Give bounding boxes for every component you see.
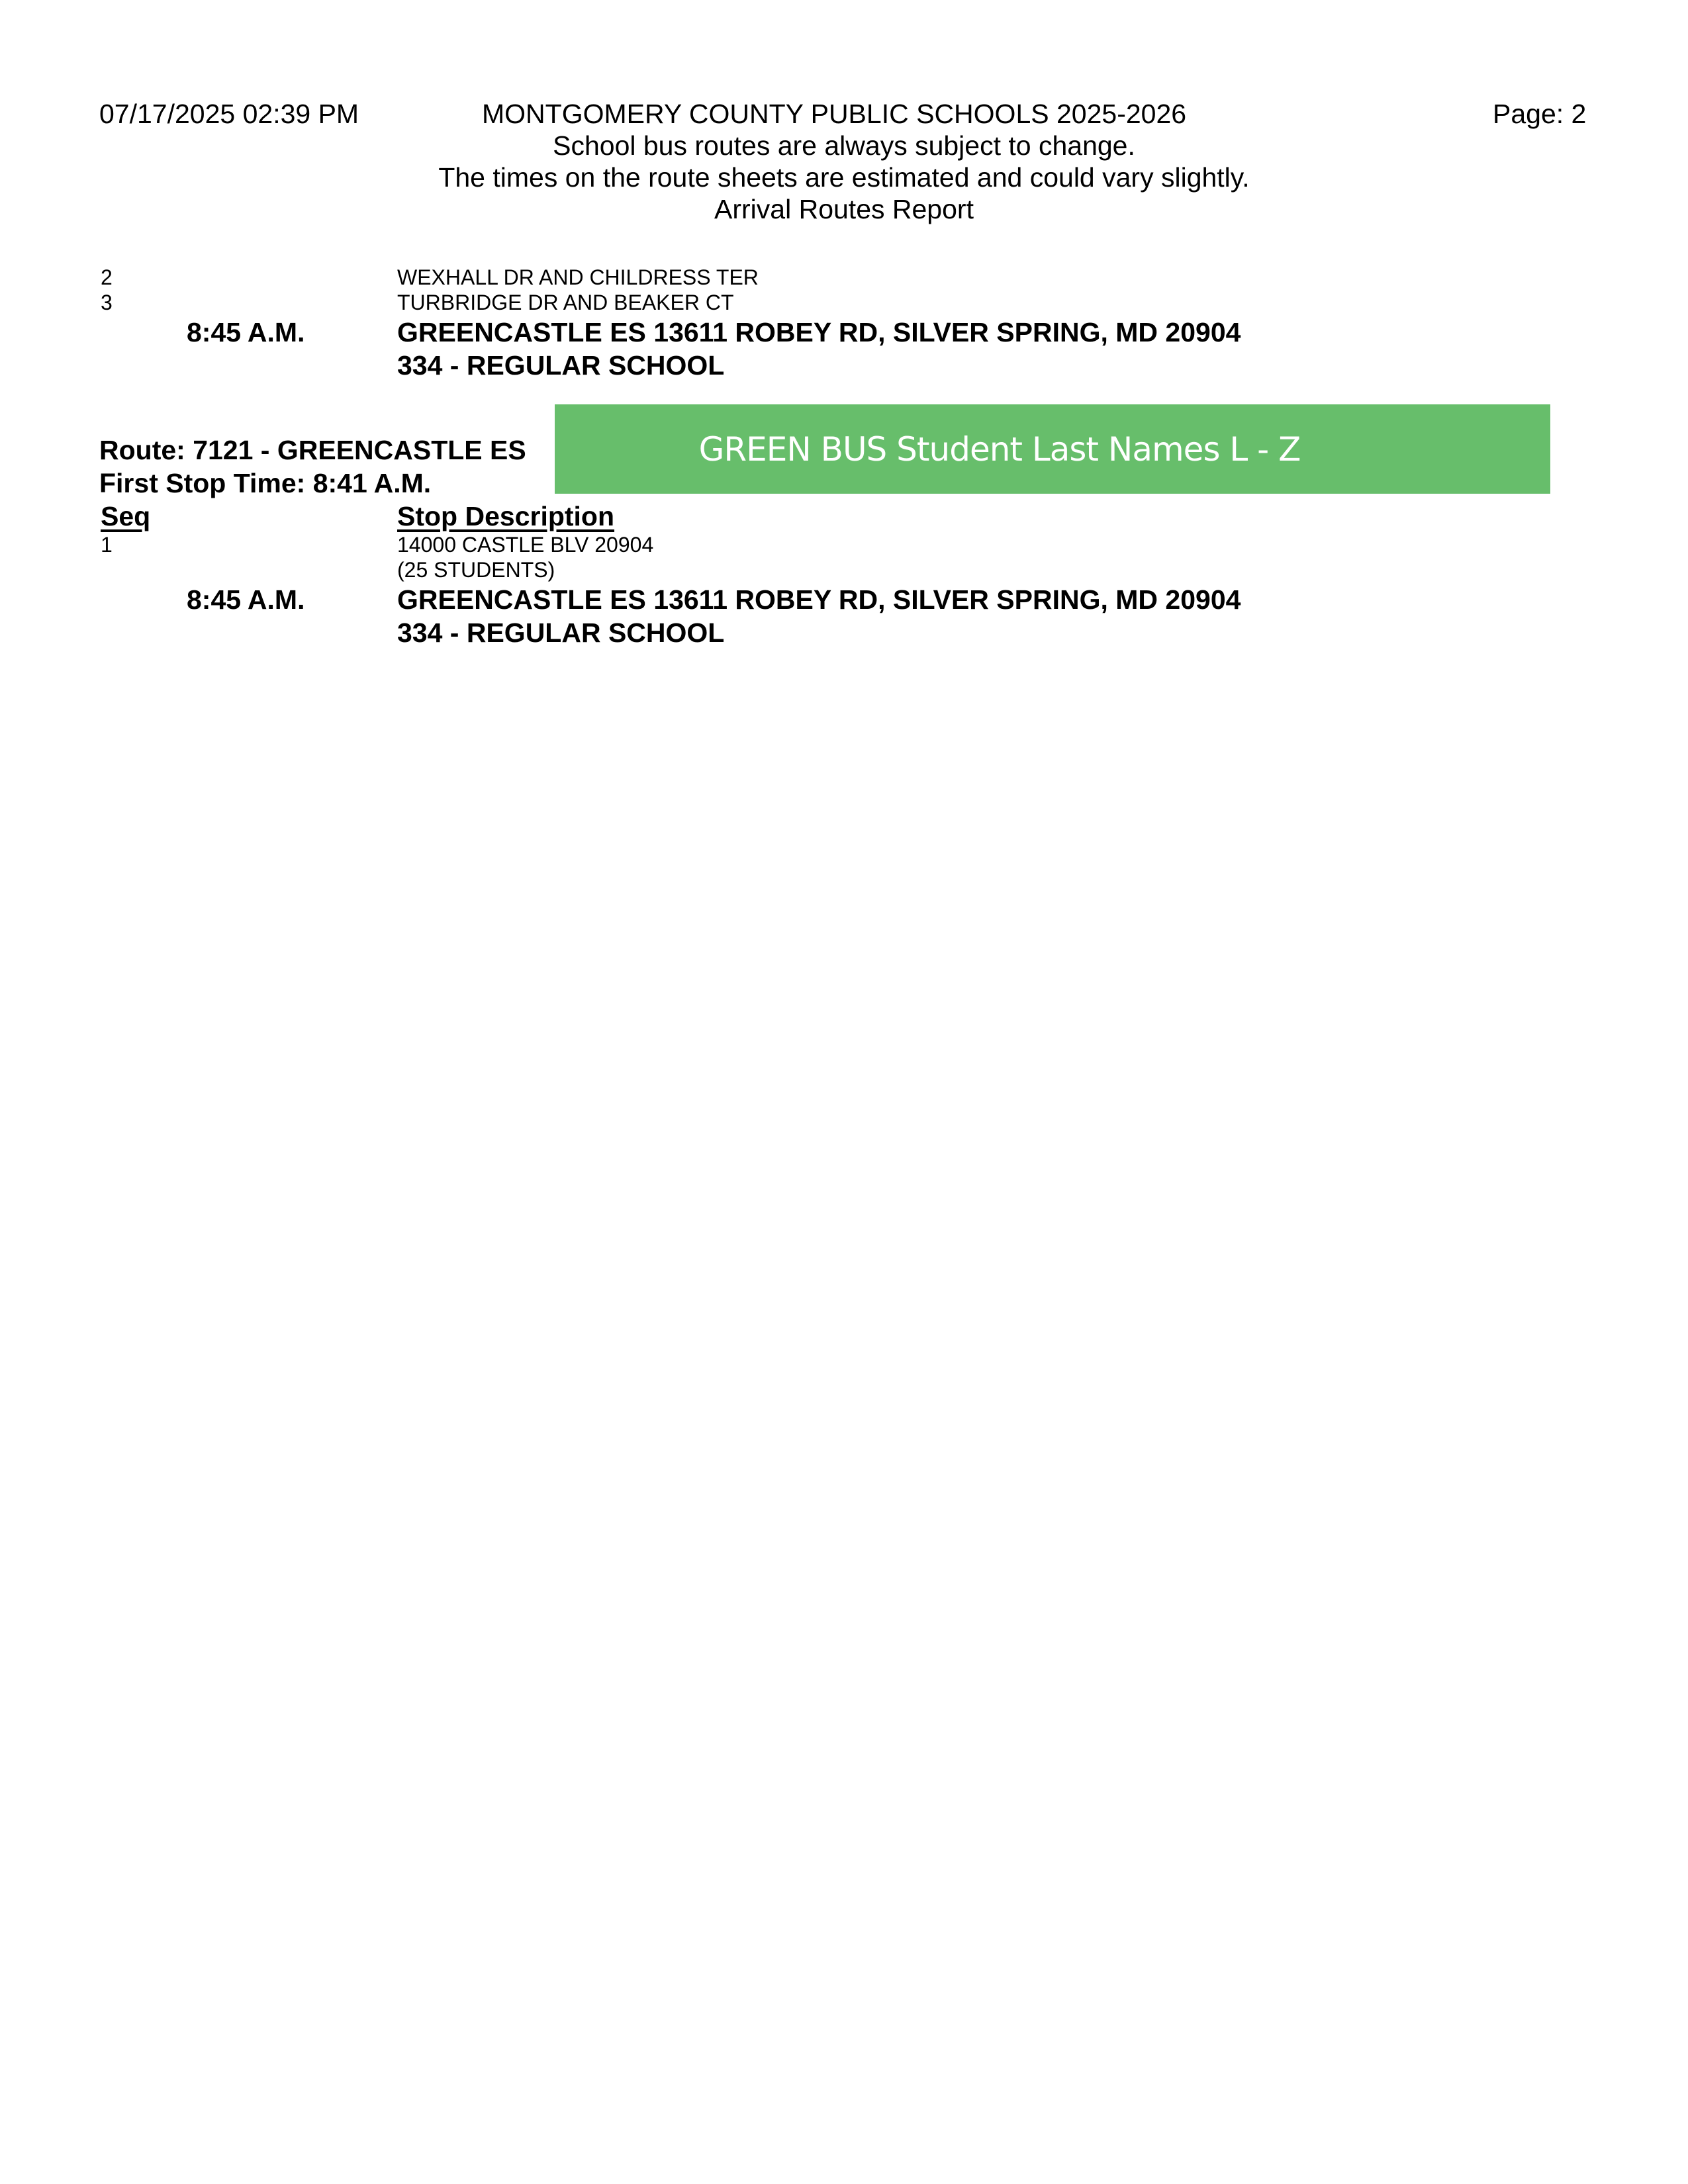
school-address: GREENCASTLE ES 13611 ROBEY RD, SILVER SPRING, MD 20904 <box>397 584 1241 615</box>
stop-seq: 2 <box>101 265 113 289</box>
report-type: Arrival Routes Report <box>714 194 974 224</box>
stop-description: WEXHALL DR AND CHILDRESS TER <box>397 265 759 289</box>
report-title: MONTGOMERY COUNTY PUBLIC SCHOOLS 2025-2026 <box>482 99 1187 129</box>
notice-line-1: School bus routes are always subject to change. <box>553 130 1135 161</box>
first-stop-time: First Stop Time: 8:41 A.M. <box>99 468 432 498</box>
arrival-time: 8:45 A.M. <box>187 584 305 615</box>
banner-text: GREEN BUS Student Last Names L - Z <box>698 430 1301 469</box>
route-title: Route: 7121 - GREENCASTLE ES <box>99 435 526 465</box>
arrival-time: 8:45 A.M. <box>187 317 305 347</box>
school-program: 334 - REGULAR SCHOOL <box>397 617 725 648</box>
stop-description: 14000 CASTLE BLV 20904 <box>397 533 654 557</box>
bus-color-banner <box>555 404 1550 494</box>
notice-line-2: The times on the route sheets are estimated and could vary slightly. <box>438 162 1250 193</box>
stop-seq: 3 <box>101 291 113 314</box>
report-timestamp: 07/17/2025 02:39 PM <box>99 99 359 129</box>
stop-description: TURBRIDGE DR AND BEAKER CT <box>397 291 734 314</box>
school-program: 334 - REGULAR SCHOOL <box>397 350 725 381</box>
stop-seq: 1 <box>101 533 113 557</box>
column-header-stop-description: Stop Description <box>397 501 615 531</box>
school-address: GREENCASTLE ES 13611 ROBEY RD, SILVER SPRING, MD 20904 <box>397 317 1241 347</box>
column-header-seq: Seq <box>101 501 151 531</box>
page-number: Page: 2 <box>1493 99 1587 129</box>
stop-student-count: (25 STUDENTS) <box>397 558 555 582</box>
